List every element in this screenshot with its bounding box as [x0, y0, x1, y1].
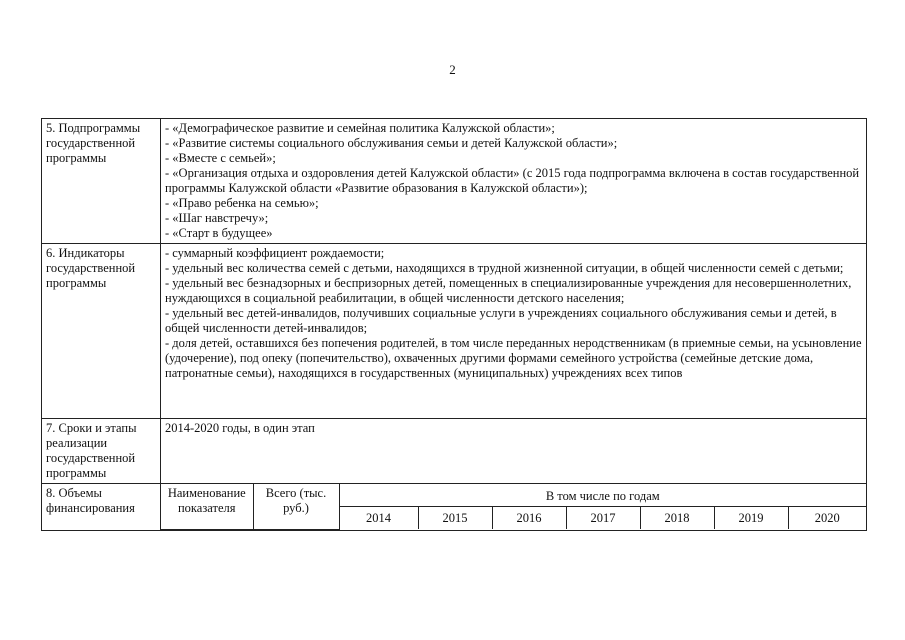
subprograms-label: 5. Подпрограммы государственной программы [42, 119, 161, 244]
year-cell: 2014 [339, 507, 418, 530]
subprograms-content [161, 119, 867, 244]
row-subprograms [42, 119, 867, 244]
indicator-item: - удельный вес детей-инвалидов, получивших социальные услуги в учреждениях социального обслуживания семьи и детей, в общей численности детей-инвалидов; [165, 306, 837, 335]
subprogram-item: - «Демографическое развитие и семейная политика Калужской области»; [165, 121, 555, 135]
row-timeline [42, 419, 867, 484]
financing-content [161, 484, 867, 531]
program-passport-table [41, 118, 867, 531]
indicator-item: - удельный вес безнадзорных и беспризорных детей, помещенных в специализированные учреждения для несовершеннолетних, нуждающихся в социальной реабилитации, в общей численности детского населения; [165, 276, 852, 305]
indicators-label: 6. Индикаторы государственной программы [42, 244, 161, 419]
page-number: 2 [449, 62, 456, 77]
indicators-content [161, 244, 867, 419]
financing-label: 8. Объемы финансирования [42, 484, 161, 531]
subprogram-item: - «Право ребенка на семью»; [165, 196, 319, 210]
indicator-item: - доля детей, оставшихся без попечения родителей, в том числе переданных неродственникам (в приемные семьи, на усыновление (удочерение), под опеку (попечительство), охваченных другими формами семейного устройства (семейные детские дома, патронатные семьи), находящихся в государственных (муниципальных) учреждениях всех типов [165, 336, 862, 380]
financing-col-name: Наименование показателя [161, 484, 253, 529]
timeline-label: 7. Сроки и этапы реализации государственной программы [42, 419, 161, 484]
year-cell: 2015 [418, 507, 492, 530]
financing-col-total: Всего (тыс. руб.) [253, 484, 339, 529]
financing-col-years: В том числе по годам [339, 484, 866, 507]
row-indicators [42, 244, 867, 419]
year-cell: 2019 [714, 507, 788, 530]
subprogram-item: - «Старт в будущее» [165, 226, 273, 240]
subprogram-item: - «Организация отдыха и оздоровления детей Калужской области» (с 2015 года подпрограмма включена в состав государственной программы Калужской области «Развитие образования в Калужской области»); [165, 166, 860, 195]
indicator-item: - суммарный коэффициент рождаемости; [165, 246, 385, 260]
subprogram-item: - «Шаг навстречу»; [165, 211, 269, 225]
year-cell: 2020 [814, 511, 840, 525]
indicator-item: - удельный вес количества семей с детьми, находящихся в трудной жизненной ситуации, в общей численности семей с детьми; [165, 261, 844, 275]
year-cell: 2017 [566, 507, 640, 530]
subprogram-item: - «Вместе с семьей»; [165, 151, 276, 165]
subprogram-item: - «Развитие системы социального обслуживания семьи и детей Калужской области»; [165, 136, 618, 150]
row-financing [42, 484, 867, 531]
financing-table [161, 484, 866, 530]
year-cell: 2016 [492, 507, 566, 530]
timeline-value: 2014-2020 годы, в один этап [161, 419, 867, 484]
year-cell: 2018 [640, 507, 714, 530]
